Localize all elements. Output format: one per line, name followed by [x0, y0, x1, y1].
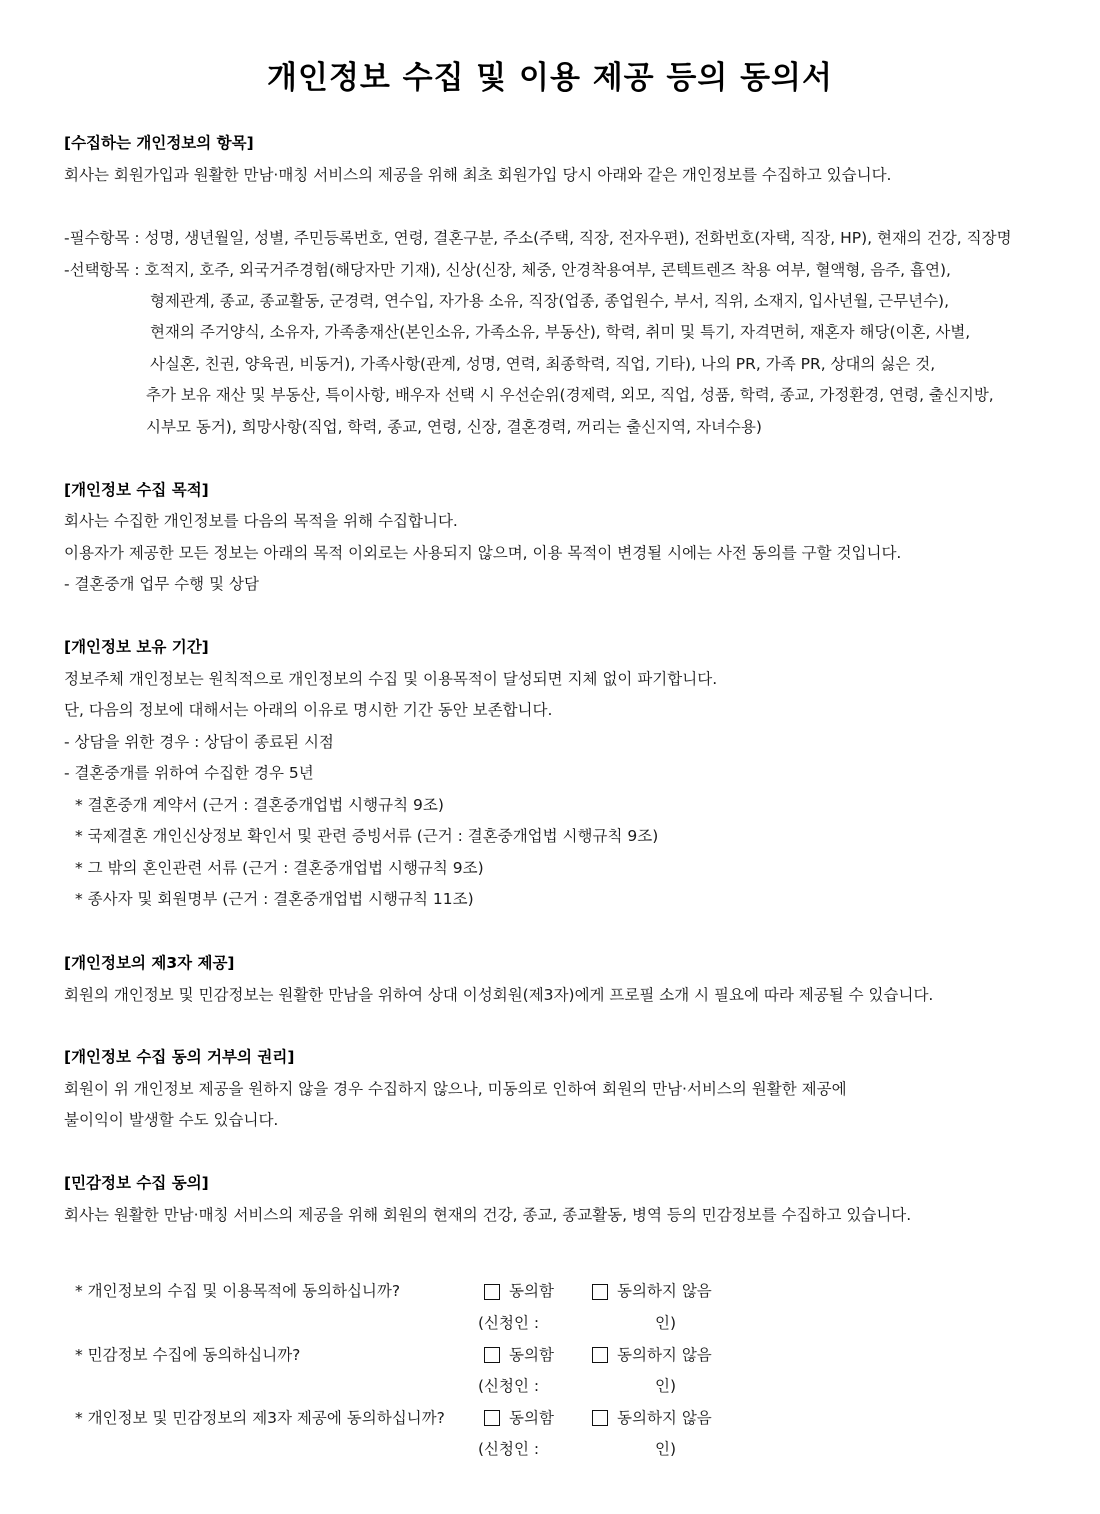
items-optional-line: 사실혼, 친권, 양육권, 비동거), 가족사항(관계, 성명, 연력, 최종학력, 직업, 기타), 나의 PR, 가족 PR, 상대의 싫은 것, — [150, 355, 936, 373]
disagree-checkbox[interactable] — [592, 1347, 608, 1363]
section-heading-third-party: [개인정보의 제3자 제공] — [64, 954, 235, 972]
third-party-text: 회원의 개인정보 및 민감정보는 원활한 만남을 위하여 상대 이성회원(제3자)에게 프로필 소개 시 필요에 따라 제공될 수 있습니다. — [64, 986, 934, 1004]
section-heading-purpose: [개인정보 수집 목적] — [64, 481, 209, 499]
sensitive-text: 회사는 원활한 만남·매칭 서비스의 제공을 위해 회원의 현재의 건강, 종교, 종교활동, 병역 등의 민감정보를 수집하고 있습니다. — [64, 1206, 912, 1224]
retention-note: * 그 밖의 혼인관련 서류 (근거 : 결혼중개업법 시행규칙 9조) — [75, 859, 484, 877]
disagree-label: 동의하지 않음 — [617, 1346, 712, 1364]
section-heading-retention: [개인정보 보유 기간] — [64, 638, 209, 656]
items-required: -필수항목 : 성명, 생년월일, 성별, 주민등록번호, 연령, 결혼구분, 주소(주택, 직장, 전자우편), 전화번호(자택, 직장, HP), 현재의 건강, 직장명 — [64, 229, 1012, 247]
retention-note: * 결혼중개 계약서 (근거 : 결혼중개업법 시행규칙 9조) — [75, 796, 444, 814]
section-heading-items: [수집하는 개인정보의 항목] — [64, 134, 254, 152]
consent-question: * 개인정보의 수집 및 이용목적에 동의하십니까? — [75, 1282, 401, 1300]
disagree-label: 동의하지 않음 — [617, 1409, 712, 1427]
section-heading-sensitive: [민감정보 수집 동의] — [64, 1174, 209, 1192]
retention-text: - 결혼중개를 위하여 수집한 경우 5년 — [64, 764, 314, 782]
applicant-label: (신청인 : — [478, 1377, 540, 1395]
retention-text: - 상담을 위한 경우 : 상담이 종료된 시점 — [64, 733, 334, 751]
retention-note: * 종사자 및 회원명부 (근거 : 결혼중개업법 시행규칙 11조) — [75, 890, 474, 908]
seal-label: 인) — [655, 1314, 677, 1332]
agree-label: 동의함 — [509, 1409, 554, 1427]
purpose-text: 회사는 수집한 개인정보를 다음의 목적을 위해 수집합니다. — [64, 512, 458, 530]
document-title: 개인정보 수집 및 이용 제공 등의 동의서 — [267, 60, 833, 96]
retention-note: * 국제결혼 개인신상정보 확인서 및 관련 증빙서류 (근거 : 결혼중개업법 시행규칙 9조) — [75, 827, 659, 845]
disagree-checkbox[interactable] — [592, 1284, 608, 1300]
items-optional-line: 추가 보유 재산 및 부동산, 특이사항, 배우자 선택 시 우선순위(경제력, 외모, 직업, 성품, 학력, 종교, 가정환경, 연령, 출신지방, — [146, 386, 994, 404]
purpose-text: 이용자가 제공한 모든 정보는 아래의 목적 이외로는 사용되지 않으며, 이용 목적이 변경될 시에는 사전 동의를 구할 것입니다. — [64, 544, 902, 562]
agree-checkbox[interactable] — [484, 1410, 500, 1426]
purpose-text: - 결혼중개 업무 수행 및 상담 — [64, 575, 259, 593]
items-optional-line: 시부모 동거), 희망사항(직업, 학력, 종교, 연령, 신장, 결혼경력, 꺼리는 출신지역, 자녀수용) — [146, 418, 762, 436]
agree-checkbox[interactable] — [484, 1284, 500, 1300]
applicant-label: (신청인 : — [478, 1314, 540, 1332]
items-intro: 회사는 회원가입과 원활한 만남·매칭 서비스의 제공을 위해 최초 회원가입 당시 아래와 같은 개인정보를 수집하고 있습니다. — [64, 166, 892, 184]
agree-checkbox[interactable] — [484, 1347, 500, 1363]
refusal-text: 불이익이 발생할 수도 있습니다. — [64, 1111, 279, 1129]
disagree-label: 동의하지 않음 — [617, 1282, 712, 1300]
items-optional-line: 형제관계, 종교, 종교활동, 군경력, 연수입, 자가용 소유, 직장(업종, 종업원수, 부서, 직위, 소재지, 입사년월, 근무년수), — [150, 292, 950, 310]
section-heading-refusal: [개인정보 수집 동의 거부의 권리] — [64, 1048, 295, 1066]
consent-question: * 민감정보 수집에 동의하십니까? — [75, 1346, 301, 1364]
items-optional-line: -선택항목 : 호적지, 호주, 외국거주경험(해당자만 기재), 신상(신장, 체중, 안경착용여부, 콘텍트렌즈 착용 여부, 혈액형, 음주, 흡연), — [64, 261, 951, 279]
refusal-text: 회원이 위 개인정보 제공을 원하지 않을 경우 수집하지 않으나, 미동의로 인하여 회원의 만남·서비스의 원활한 제공에 — [64, 1080, 847, 1098]
agree-label: 동의함 — [509, 1346, 554, 1364]
seal-label: 인) — [655, 1377, 677, 1395]
disagree-checkbox[interactable] — [592, 1410, 608, 1426]
consent-question: * 개인정보 및 민감정보의 제3자 제공에 동의하십니까? — [75, 1409, 445, 1427]
retention-text: 단, 다음의 정보에 대해서는 아래의 이유로 명시한 기간 동안 보존합니다. — [64, 701, 553, 719]
items-optional-line: 현재의 주거양식, 소유자, 가족총재산(본인소유, 가족소유, 부동산), 학력, 취미 및 특기, 자격면허, 재혼자 해당(이혼, 사별, — [150, 323, 971, 341]
agree-label: 동의함 — [509, 1282, 554, 1300]
retention-text: 정보주체 개인정보는 원칙적으로 개인정보의 수집 및 이용목적이 달성되면 지체 없이 파기합니다. — [64, 670, 718, 688]
seal-label: 인) — [655, 1440, 677, 1458]
applicant-label: (신청인 : — [478, 1440, 540, 1458]
